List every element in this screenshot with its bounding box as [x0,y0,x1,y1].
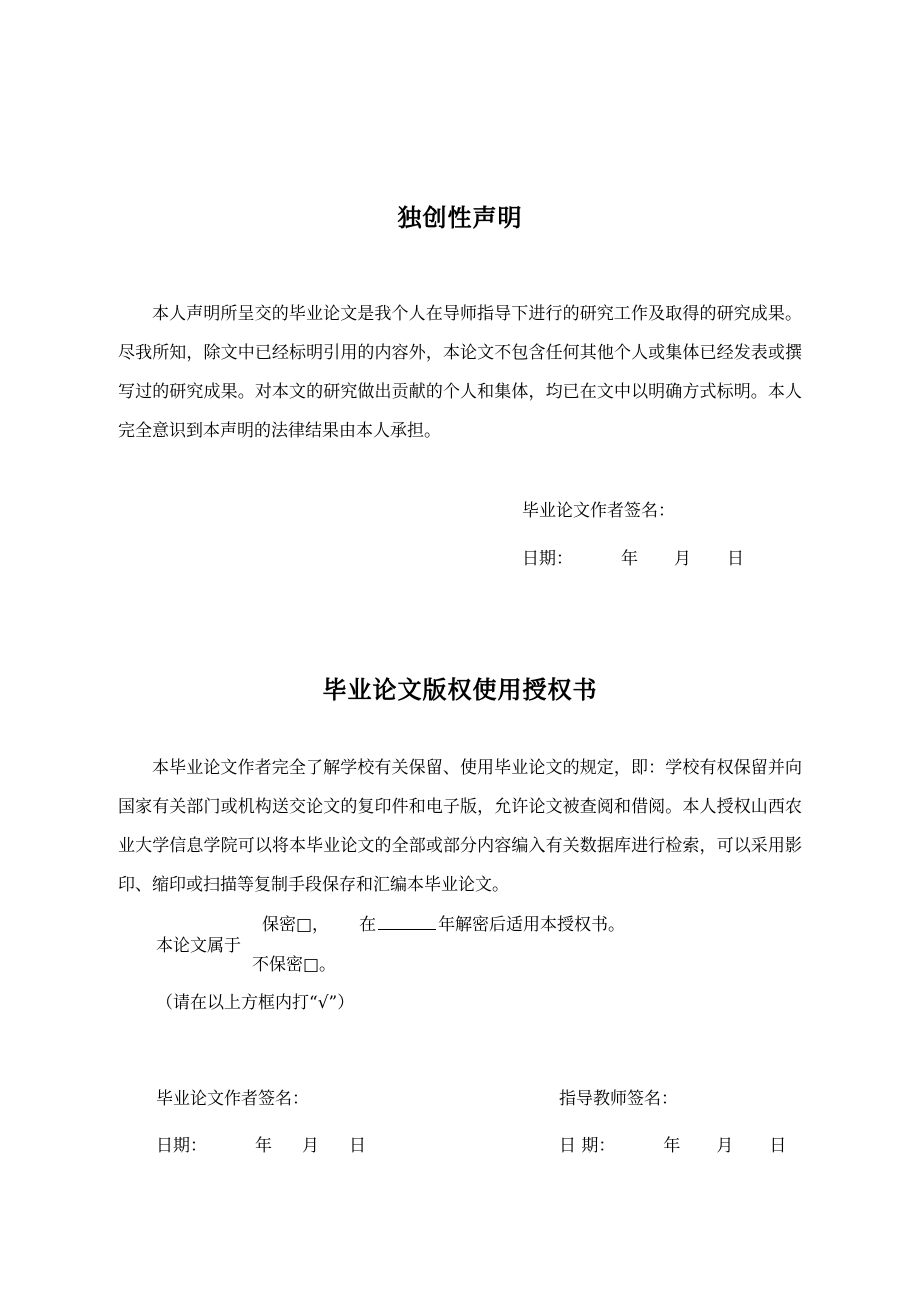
declaration-date-label: 日期： [522,549,573,569]
author-date-line [156,1131,366,1156]
advisor-signature-label: 指导教师签名： [559,1089,678,1109]
declaration-day-label: 日 [727,549,744,569]
year-blank [378,913,436,930]
declaration-signature-label: 毕业论文作者签名： [522,501,675,521]
advisor-date-label: 日 期： [559,1136,616,1156]
belongs-label: 本论文属于 [156,936,241,956]
in-label: 在 [359,915,377,935]
advisor-year-label: 年 [663,1136,681,1156]
declaration-date-line [522,544,744,569]
authorization-title: 毕业论文版权使用授权书 [322,676,598,704]
author-signature-label: 毕业论文作者签名： [156,1089,309,1109]
secret-option-line [262,910,625,935]
advisor-day-label: 日 [769,1136,787,1156]
advisor-month-label: 月 [716,1136,734,1156]
not-secret-option: 不保密□。 [252,955,337,975]
author-year-label: 年 [255,1136,272,1156]
author-month-label: 月 [302,1136,319,1156]
decrypt-text: 年解密后适用本授权书。 [438,915,626,935]
declaration-year-label: 年 [621,549,638,569]
declaration-body: 本人声明所呈交的毕业论文是我个人在导师指导下进行的研究工作及取得的研究成果。尽我所知，除文中已经标明引用的内容外，本论文不包含任何其他个人或集体已经发表或撰写过的研究成果。对本文的研究做出贡献的个人和集体，均已在文中以明确方式标明。本人完全意识到本声明的法律结果由本人承担。 [118,304,802,441]
authorization-body: 本毕业论文作者完全了解学校有关保留、使用毕业论文的规定，即：学校有权保留并向国家有关部门或机构送交论文的复印件和电子版，允许论文被查阅和借阅。本人授权山西农业大学信息学院可以将本毕业论文的全部或部分内容编入有关数据库进行检索，可以采用影印、缩印或扫描等复制手段保存和汇编本毕业论文。 [118,758,802,895]
author-day-label: 日 [349,1136,366,1156]
secret-option: 保密□， [262,915,330,935]
author-date-label: 日期： [156,1136,207,1156]
advisor-date-line [559,1131,786,1156]
checkbox-note: （请在以上方框内打“√”） [156,993,355,1013]
declaration-title: 独创性声明 [397,204,523,232]
declaration-month-label: 月 [674,549,691,569]
